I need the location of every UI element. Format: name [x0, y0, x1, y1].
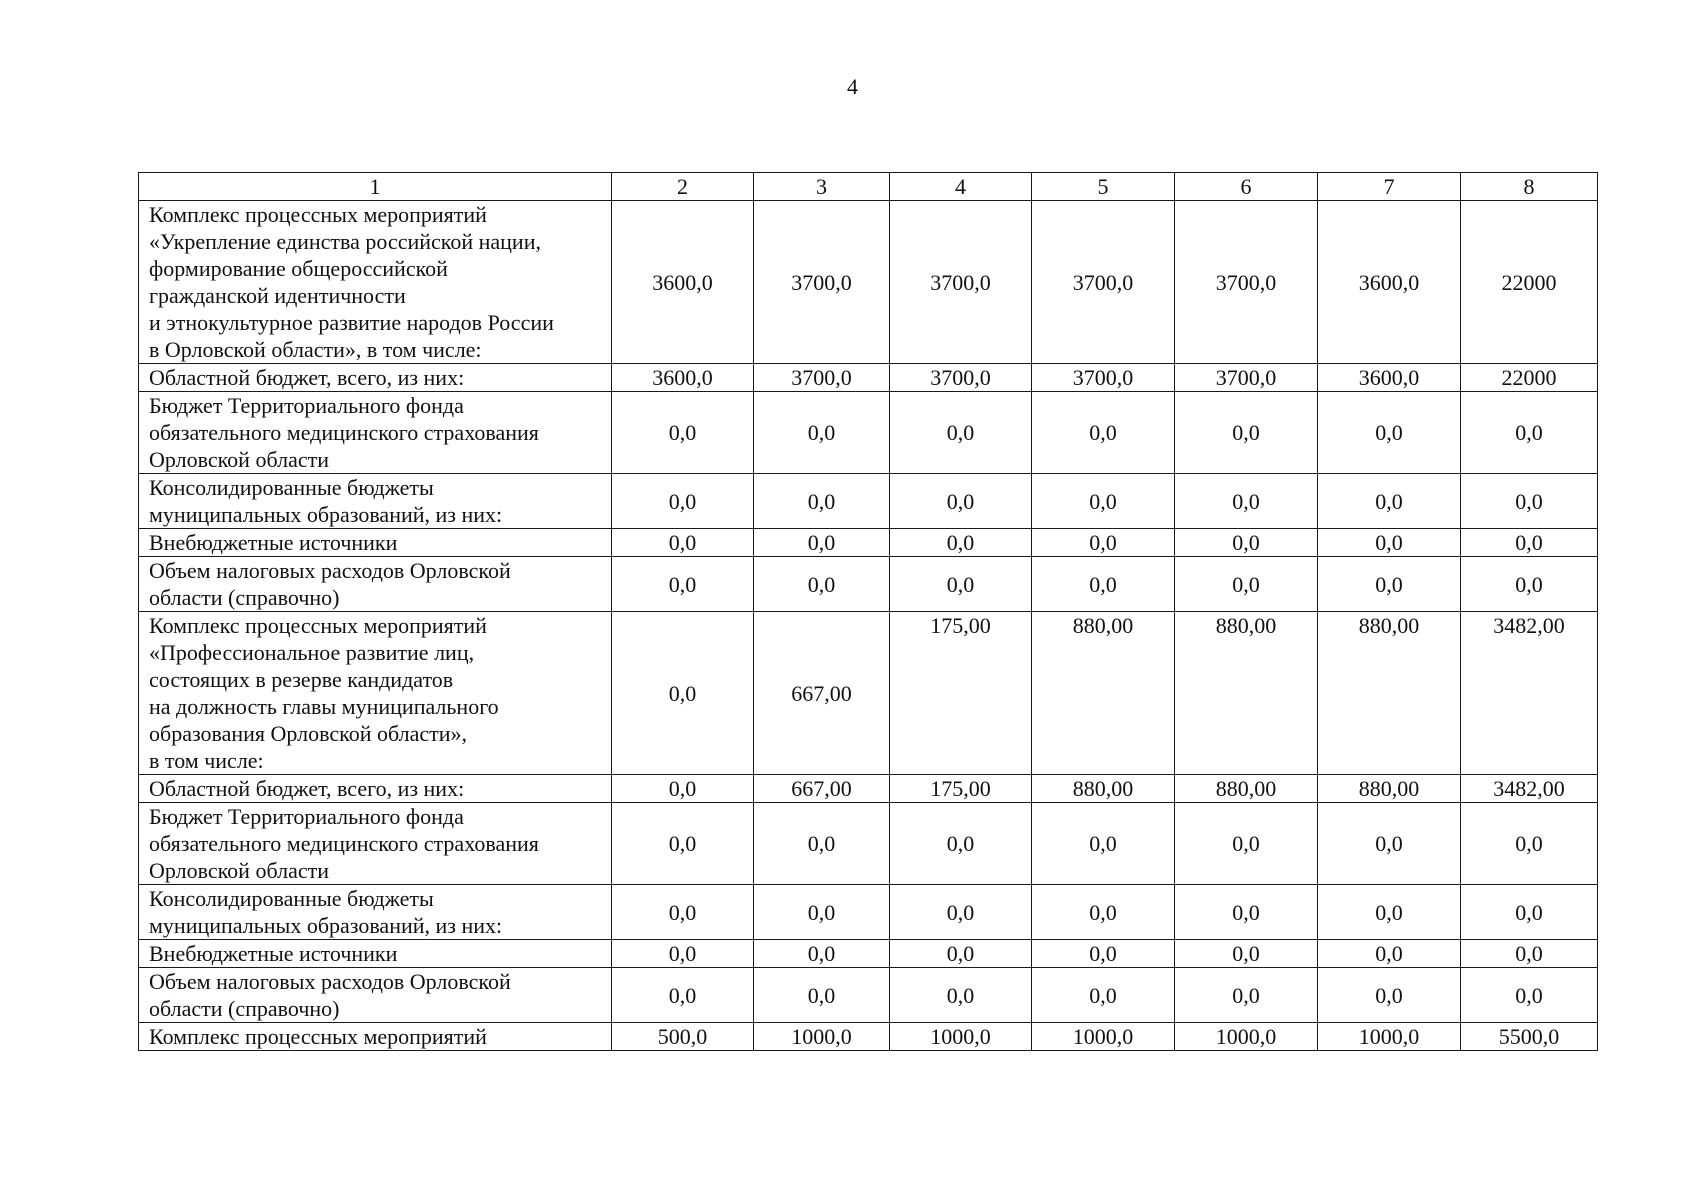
- budget-table: [138, 172, 1598, 1051]
- value-cell: 0,0: [890, 940, 1032, 968]
- value-cell: 880,00: [1175, 612, 1318, 775]
- value-cell: 0,0: [754, 885, 890, 940]
- column-number-row: [139, 173, 1598, 201]
- value-cell: 0,0: [1318, 940, 1461, 968]
- value-cell: 0,0: [890, 885, 1032, 940]
- value-cell: 3600,0: [612, 201, 754, 364]
- value-cell: 0,0: [754, 557, 890, 612]
- value-cell: 0,0: [1175, 940, 1318, 968]
- value-cell: 0,0: [890, 803, 1032, 885]
- value-cell: 0,0: [1032, 557, 1175, 612]
- value-cell: 0,0: [612, 392, 754, 474]
- value-cell: 0,0: [1461, 392, 1598, 474]
- column-header: 5: [1032, 173, 1175, 201]
- value-cell: 3700,0: [890, 201, 1032, 364]
- value-cell: 667,00: [754, 612, 890, 775]
- row-label: Областной бюджет, всего, из них:: [139, 364, 612, 392]
- row-label: Внебюджетные источники: [139, 529, 612, 557]
- value-cell: 0,0: [1461, 803, 1598, 885]
- value-cell: 0,0: [1032, 940, 1175, 968]
- value-cell: 0,0: [612, 557, 754, 612]
- row-label: Областной бюджет, всего, из них:: [139, 775, 612, 803]
- value-cell: 1000,0: [1175, 1023, 1318, 1051]
- column-header: 8: [1461, 173, 1598, 201]
- value-cell: 0,0: [754, 392, 890, 474]
- value-cell: 0,0: [612, 474, 754, 529]
- value-cell: 0,0: [890, 557, 1032, 612]
- table-row: [139, 968, 1598, 1023]
- value-cell: 1000,0: [1032, 1023, 1175, 1051]
- value-cell: 0,0: [612, 529, 754, 557]
- table-row: [139, 392, 1598, 474]
- row-label: Комплекс процессных мероприятий «Профессиональное развитие лиц, состоящих в резерве кандидатов на должность главы муниципального образования Орловской области», в том числе:: [139, 612, 612, 775]
- value-cell: 3600,0: [1318, 201, 1461, 364]
- table-row: [139, 529, 1598, 557]
- value-cell: 3600,0: [612, 364, 754, 392]
- value-cell: 0,0: [1175, 968, 1318, 1023]
- row-label: Бюджет Территориального фонда обязательного медицинского страхования Орловской области: [139, 392, 612, 474]
- row-label: Объем налоговых расходов Орловской области (справочно): [139, 968, 612, 1023]
- value-cell: 0,0: [890, 968, 1032, 1023]
- page-number: 4: [847, 74, 858, 99]
- value-cell: 0,0: [1032, 803, 1175, 885]
- value-cell: 0,0: [1461, 474, 1598, 529]
- value-cell: 3482,00: [1461, 775, 1598, 803]
- value-cell: 3700,0: [1175, 364, 1318, 392]
- value-cell: 0,0: [1175, 557, 1318, 612]
- value-cell: 0,0: [1461, 557, 1598, 612]
- value-cell: 0,0: [1461, 885, 1598, 940]
- value-cell: 175,00: [890, 775, 1032, 803]
- value-cell: 880,00: [1318, 775, 1461, 803]
- table-row: [139, 803, 1598, 885]
- value-cell: 0,0: [1461, 529, 1598, 557]
- row-label: Комплекс процессных мероприятий: [139, 1023, 612, 1051]
- value-cell: 667,00: [754, 775, 890, 803]
- value-cell: 175,00: [890, 612, 1032, 775]
- value-cell: 880,00: [1032, 775, 1175, 803]
- value-cell: 0,0: [1175, 529, 1318, 557]
- column-header: 1: [139, 173, 612, 201]
- row-label: Внебюджетные источники: [139, 940, 612, 968]
- value-cell: 0,0: [1318, 474, 1461, 529]
- column-header: 7: [1318, 173, 1461, 201]
- value-cell: 0,0: [890, 474, 1032, 529]
- value-cell: 0,0: [754, 529, 890, 557]
- column-header: 3: [754, 173, 890, 201]
- table-row: [139, 557, 1598, 612]
- table-row: [139, 775, 1598, 803]
- value-cell: 3700,0: [1032, 364, 1175, 392]
- value-cell: 0,0: [612, 803, 754, 885]
- value-cell: 0,0: [1032, 968, 1175, 1023]
- value-cell: 0,0: [612, 885, 754, 940]
- value-cell: 3700,0: [754, 364, 890, 392]
- row-label: Бюджет Территориального фонда обязательного медицинского страхования Орловской области: [139, 803, 612, 885]
- table-row: [139, 940, 1598, 968]
- value-cell: 0,0: [1175, 885, 1318, 940]
- value-cell: 0,0: [890, 392, 1032, 474]
- value-cell: 0,0: [890, 529, 1032, 557]
- value-cell: 3600,0: [1318, 364, 1461, 392]
- value-cell: 0,0: [612, 612, 754, 775]
- value-cell: 0,0: [1461, 940, 1598, 968]
- value-cell: 0,0: [612, 968, 754, 1023]
- row-label: Комплекс процессных мероприятий «Укрепление единства российской нации, формирование общероссийской гражданской идентичности и этнокультурное развитие народов России в Орловской области», в том числе:: [139, 201, 612, 364]
- value-cell: 0,0: [754, 803, 890, 885]
- value-cell: 1000,0: [1318, 1023, 1461, 1051]
- value-cell: 3700,0: [754, 201, 890, 364]
- table-row: [139, 364, 1598, 392]
- value-cell: 0,0: [754, 968, 890, 1023]
- row-label: Объем налоговых расходов Орловской области (справочно): [139, 557, 612, 612]
- value-cell: 3700,0: [1175, 201, 1318, 364]
- column-header: 2: [612, 173, 754, 201]
- value-cell: 0,0: [1318, 803, 1461, 885]
- table-row: [139, 612, 1598, 775]
- value-cell: 0,0: [1318, 557, 1461, 612]
- value-cell: 0,0: [1175, 803, 1318, 885]
- table-row: [139, 201, 1598, 364]
- value-cell: 0,0: [1175, 474, 1318, 529]
- value-cell: 0,0: [1318, 885, 1461, 940]
- value-cell: 0,0: [612, 940, 754, 968]
- value-cell: 3700,0: [890, 364, 1032, 392]
- value-cell: 5500,0: [1461, 1023, 1598, 1051]
- value-cell: 880,00: [1032, 612, 1175, 775]
- value-cell: 22000: [1461, 364, 1598, 392]
- value-cell: 0,0: [1461, 968, 1598, 1023]
- value-cell: 0,0: [1032, 392, 1175, 474]
- value-cell: 0,0: [612, 775, 754, 803]
- value-cell: 0,0: [1318, 392, 1461, 474]
- row-label: Консолидированные бюджеты муниципальных образований, из них:: [139, 474, 612, 529]
- value-cell: 0,0: [1032, 529, 1175, 557]
- value-cell: 0,0: [754, 474, 890, 529]
- value-cell: 3482,00: [1461, 612, 1598, 775]
- table-row: [139, 885, 1598, 940]
- value-cell: 0,0: [1318, 529, 1461, 557]
- value-cell: 1000,0: [754, 1023, 890, 1051]
- table-row: [139, 1023, 1598, 1051]
- value-cell: 880,00: [1318, 612, 1461, 775]
- value-cell: 0,0: [1032, 474, 1175, 529]
- column-header: 4: [890, 173, 1032, 201]
- column-header: 6: [1175, 173, 1318, 201]
- value-cell: 1000,0: [890, 1023, 1032, 1051]
- value-cell: 0,0: [1318, 968, 1461, 1023]
- value-cell: 880,00: [1175, 775, 1318, 803]
- value-cell: 0,0: [754, 940, 890, 968]
- value-cell: 22000: [1461, 201, 1598, 364]
- value-cell: 500,0: [612, 1023, 754, 1051]
- value-cell: 0,0: [1032, 885, 1175, 940]
- table-row: [139, 474, 1598, 529]
- value-cell: 3700,0: [1032, 201, 1175, 364]
- value-cell: 0,0: [1175, 392, 1318, 474]
- row-label: Консолидированные бюджеты муниципальных образований, из них:: [139, 885, 612, 940]
